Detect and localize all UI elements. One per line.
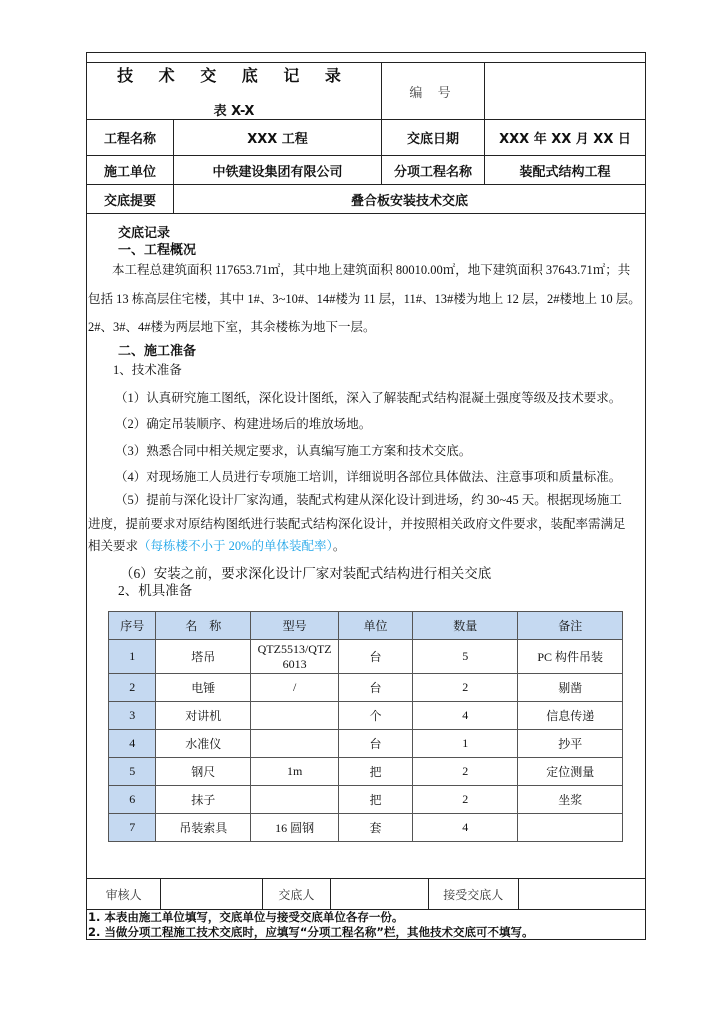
project-name-label: 工程名称 <box>87 120 174 156</box>
table-cell: 套 <box>339 814 413 842</box>
table-cell: 16 圆钢 <box>251 814 339 842</box>
summary-label: 交底提要 <box>87 185 174 214</box>
equip-heading: 2、机具准备 <box>118 583 193 598</box>
paragraph-line: 本工程总建筑面积 117653.71㎡，其中地上建筑面积 80010.00㎡，地下建筑面积 37643.71㎡；共 <box>112 263 631 277</box>
column-header: 名 称 <box>156 612 251 640</box>
text: 相关要求 <box>88 539 139 553</box>
text: 。 <box>332 539 346 553</box>
table-cell: 信息传递 <box>518 702 623 730</box>
note-item: 1. 本表由施工单位填写，交底单位与接受交底单位各存一份。 <box>88 910 404 924</box>
column-header: 型号 <box>251 612 339 640</box>
presenter-label: 交底人 <box>262 879 330 910</box>
number-value[interactable] <box>485 63 646 120</box>
prep-item-5-line: 进度，提前要求对原结构图纸进行装配式结构深化设计，并按照相关政府文件要求，装配率需满足 <box>88 517 626 531</box>
table-cell: 电锤 <box>156 674 251 702</box>
receiver-label: 接受交底人 <box>428 879 518 910</box>
table-cell: 1 <box>413 730 518 758</box>
table-cell: 塔吊 <box>156 640 251 674</box>
table-row <box>109 730 623 758</box>
table-cell: 3 <box>109 702 156 730</box>
section2-heading: 二、施工准备 <box>118 344 197 359</box>
table-row <box>109 640 623 674</box>
table-cell: 吊装索具 <box>156 814 251 842</box>
notes <box>88 910 534 940</box>
prep-item: （3）熟悉合同中相关规定要求，认真编写施工方案和技术交底。 <box>115 444 472 458</box>
table-cell: 坐浆 <box>518 786 623 814</box>
table-cell: QTZ5513/QTZ6013 <box>251 640 339 674</box>
table-cell: 定位测量 <box>518 758 623 786</box>
table-cell: 个 <box>339 702 413 730</box>
summary-value[interactable]: 叠合板安装技术交底 <box>174 185 646 214</box>
prep-item: （4）对现场施工人员进行专项施工培训，详细说明各部位具体做法、注意事项和质量标准。 <box>115 470 622 484</box>
equipment-table <box>108 611 623 842</box>
table-header-row <box>109 612 623 640</box>
paragraph-line: 2#、3#、4#楼为两层地下室，其余楼栋为地下一层。 <box>88 320 376 334</box>
table-cell: 2 <box>413 758 518 786</box>
column-header: 单位 <box>339 612 413 640</box>
table-cell: 2 <box>413 674 518 702</box>
table-cell: 6 <box>109 786 156 814</box>
presenter-field[interactable] <box>331 879 429 910</box>
table-cell <box>518 814 623 842</box>
prep-item-6: （6）安装之前，要求深化设计厂家对装配式结构进行相关交底 <box>120 566 492 581</box>
table-cell: 4 <box>413 702 518 730</box>
table-cell: 7 <box>109 814 156 842</box>
table-cell: 抄平 <box>518 730 623 758</box>
project-name-value[interactable]: XXX 工程 <box>174 120 382 156</box>
table-cell: 把 <box>339 758 413 786</box>
prep-item: （2）确定吊装顺序、构建进场后的堆放场地。 <box>115 417 372 431</box>
table-cell: / <box>251 674 339 702</box>
table-cell <box>251 730 339 758</box>
table-row <box>109 702 623 730</box>
table-row <box>109 758 623 786</box>
date-value[interactable]: XXX 年 XX 月 XX 日 <box>485 120 646 156</box>
contractor-label: 施工单位 <box>87 156 174 185</box>
tech-prep-heading: 1、技术准备 <box>113 363 182 377</box>
table-row <box>109 786 623 814</box>
subproject-label: 分项工程名称 <box>382 156 485 185</box>
table-cell: PC 构件吊装 <box>518 640 623 674</box>
table-cell: 钢尺 <box>156 758 251 786</box>
form-title: 技 术 交 底 记 录 <box>117 66 351 85</box>
table-cell: 1m <box>251 758 339 786</box>
table-cell: 剔凿 <box>518 674 623 702</box>
table-cell: 台 <box>339 730 413 758</box>
title-cell <box>87 63 382 120</box>
number-label: 编 号 <box>382 63 485 120</box>
table-cell: 5 <box>413 640 518 674</box>
table-cell: 台 <box>339 640 413 674</box>
table-cell: 抹子 <box>156 786 251 814</box>
table-cell: 台 <box>339 674 413 702</box>
signature-table <box>86 878 646 910</box>
prep-item: （1）认真研究施工图纸，深化设计图纸，深入了解装配式结构混凝土强度等级及技术要求。 <box>115 391 622 405</box>
table-row <box>109 674 623 702</box>
prep-item-5-line: （5）提前与深化设计厂家沟通，装配式构建从深化设计到进场，约 30~45 天。根据现场施工 <box>115 493 622 507</box>
highlight-text: （每栋楼不小于 20%的单体装配率） <box>138 539 333 553</box>
table-cell: 2 <box>109 674 156 702</box>
table-cell: 水准仪 <box>156 730 251 758</box>
table-cell: 5 <box>109 758 156 786</box>
column-header: 备注 <box>518 612 623 640</box>
section1-heading: 一、工程概况 <box>118 243 197 258</box>
receiver-field[interactable] <box>518 879 645 910</box>
table-cell: 4 <box>109 730 156 758</box>
column-header: 序号 <box>109 612 156 640</box>
reviewer-label: 审核人 <box>87 879 161 910</box>
date-label: 交底日期 <box>382 120 485 156</box>
table-cell <box>251 786 339 814</box>
table-row <box>109 814 623 842</box>
paragraph-line: 包括 13 栋高层住宅楼，其中 1#、3~10#、14#楼为 11 层，11#、13#楼为地上 12 层，2#楼地上 10 层。 <box>88 292 641 306</box>
table-cell: 2 <box>413 786 518 814</box>
contractor-value[interactable]: 中铁建设集团有限公司 <box>174 156 382 185</box>
table-cell <box>251 702 339 730</box>
record-heading: 交底记录 <box>118 226 171 241</box>
table-cell: 对讲机 <box>156 702 251 730</box>
table-cell: 4 <box>413 814 518 842</box>
table-cell: 把 <box>339 786 413 814</box>
table-cell: 1 <box>109 640 156 674</box>
header-table <box>86 62 646 214</box>
prep-item-5-last-line <box>88 538 345 554</box>
reviewer-field[interactable] <box>161 879 263 910</box>
form-number: 表 X-X <box>213 104 255 119</box>
subproject-value[interactable]: 装配式结构工程 <box>485 156 646 185</box>
note-item: 2. 当做分项工程施工技术交底时，应填写“分项工程名称”栏，其他技术交底可不填写。 <box>88 925 534 939</box>
column-header: 数量 <box>413 612 518 640</box>
